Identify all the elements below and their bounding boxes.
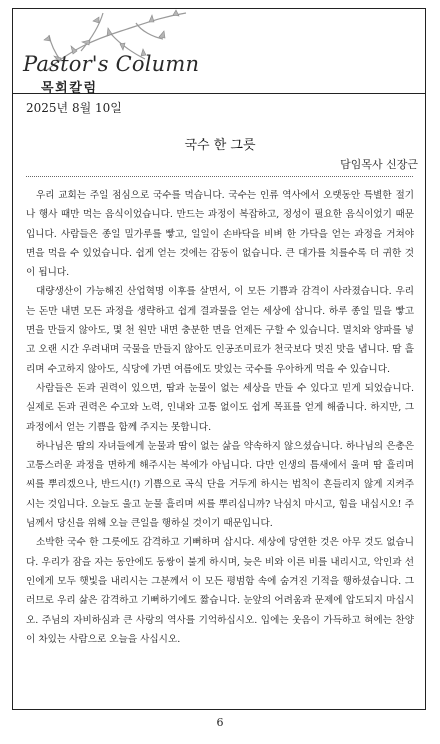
paragraph: 소박한 국수 한 그릇에도 감격하고 기뻐하며 삽시다. 세상에 당연한 것은 아무 것도 없습니다. 우리가 잠을 자는 동안에도 동쌍이 불게 하시며, 늦은 비와 이른 비를 내리시고, 악인과 선인에게 모두 햇빛을 내리시는 그분께서 이 모든 평범함 속에 숨겨진 기적을 행하셨습니다. 그러므로 우리 삶은 감격하고 기뻐하기에도 짧습니다. 눈앞의 어려움과 문제에 압도되지 마십시오. 주님의 자비하심과 큰 사랑의 역사를 기억하십시오. 입에는 웃음이 가득하고 혀에는 찬양이 차있는 사람으로 오늘을 사십시오. [26, 537, 414, 645]
paragraph: 사람들은 돈과 권력이 있으면, 땀과 눈물이 없는 세상을 만들 수 있다고 믿게 되었습니다. 실제로 돈과 권력은 수고와 노력, 인내와 고통 없이도 쉽게 목표를 얻게 해줍니다. 하지만, 그 과정에서 얻는 기쁨을 함께 주지는 못합니다. [26, 382, 414, 433]
header-divider [13, 93, 425, 94]
article-body [26, 186, 414, 649]
dotted-divider [26, 176, 413, 177]
paragraph: 대량생산이 가능해진 산업혁명 이후를 살면서, 이 모든 기쁨과 감격이 사라졌습니다. 우리는 돈만 내면 모든 과정을 생략하고 쉽게 결과물을 얻는 세상에 삽니다. 하루 종일 밀을 빻고 면을 만들지 않아도, 몇 천 원만 내면 충분한 면을 언제든 구할 수 있습니다. 멸치와 양파를 넣고 오랜 시간 우려내며 국물을 만들지 않아도 인공조미료가 천국보다 멋진 맛을 냅니다. 땀 흘리며 수고하지 않아도, 식당에 가면 여름에도 맛있는 국수를 우아하게 먹을 수 있습니다. [26, 286, 414, 375]
paragraph: 우리 교회는 주일 점심으로 국수를 먹습니다. 국수는 인류 역사에서 오랫동안 특별한 절기나 행사 때만 먹는 음식이었습니다. 만드는 과정이 복잡하고, 정성이 필요한 음식이었기 때문입니다. 사람들은 종일 밀가루를 빻고, 일일이 손바닥을 비벼 한 가닥을 얻는 과정을 거쳐야 면을 먹을 수 있었습니다. 쉽게 얻는 것에는 감동이 없습니다. 큰 대가를 치를수록 더 귀한 것이 됩니다. [26, 190, 414, 279]
page-number: 6 [216, 716, 224, 729]
column-header [13, 9, 425, 96]
column-title: Pastor's Column [23, 52, 200, 76]
article-date: 2025년 8월 10일 [26, 101, 122, 115]
article-author: 담임목사 신장근 [340, 158, 418, 171]
paragraph: 하나님은 땀의 자녀들에게 눈물과 땀이 없는 삶을 약속하지 않으셨습니다. 하나님의 은총은 고통스러운 과정을 면하게 해주시는 복에가 아닙니다. 다만 인생의 틈새에서 울며 땀 흘리며 씨를 뿌리겠으나, 반드시(!) 기쁨으로 곡식 단을 거두게 하시는 법칙이 흔들리지 않게 지켜주시는 것입니다. 오늘도 울고 눈물 흘리며 씨를 뿌리십니까? 낙심치 마시고, 힘을 내십시오! 주님께서 당신을 위해 오늘 큰일을 행하실 것이기 때문입니다. [26, 440, 414, 530]
column-subtitle: 목회칼럼 [41, 81, 98, 96]
article-title: 국수 한 그릇 [184, 138, 256, 153]
